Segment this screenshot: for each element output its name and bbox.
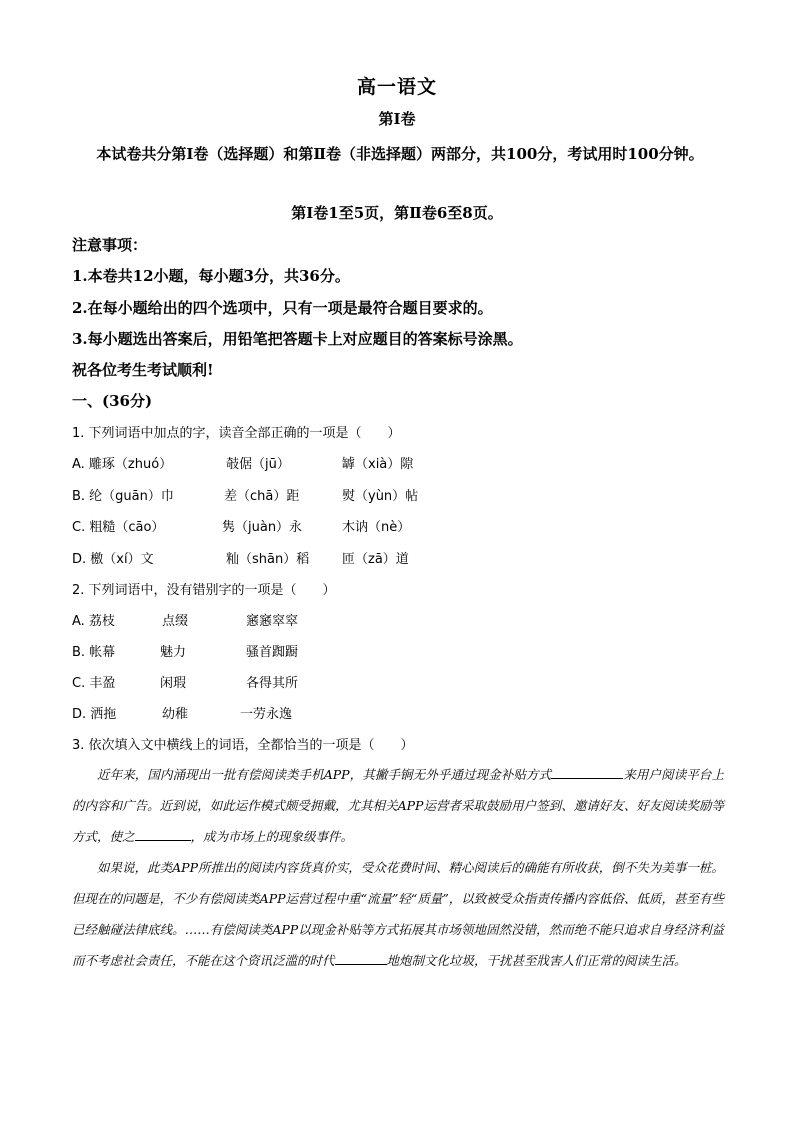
option-term: 匝（zā）道	[342, 552, 409, 567]
option-term: 点缀	[162, 614, 189, 629]
question-3-stem: 3. 依次填入文中横线上的词语，全都恰当的一项是（ ）	[72, 738, 414, 753]
option-term: A. 雕琢（zhuó）	[72, 457, 173, 472]
question-2-stem: 2. 下列词语中，没有错别字的一项是（ ）	[72, 583, 336, 598]
option-term: 窸窸窣窣	[246, 614, 299, 629]
option-term: 骚首踟蹰	[246, 645, 299, 660]
passage-text: 来用户阅读平台上的内容和广告。近到说，如此运作模式颇受拥戴，尤其相关APP运营者采取鼓励用户签到、邀请好友、好友阅读奖励等方式，使之	[72, 767, 724, 844]
option-term: 籼（shān）稻	[226, 552, 310, 567]
question-1-stem: 1. 下列词语中加点的字，读音全部正确的一项是（ ）	[72, 426, 401, 441]
passage-text: 地炮制文化垃圾，干扰甚至戕害人们正常的阅读生活。	[386, 953, 687, 968]
option-term: 罅（xià）隙	[342, 457, 414, 472]
option-term: 熨（yùn）帖	[342, 489, 419, 504]
option-term: B. 纶（guān）巾	[72, 489, 174, 504]
passage-paragraph	[72, 759, 724, 852]
page-range-note: 第Ⅰ卷1至5页，第Ⅱ卷6至8页。	[291, 204, 503, 222]
option-term: 差（chā）距	[224, 489, 300, 504]
page-title: 高一语文	[356, 76, 437, 98]
volume-heading: 第Ⅰ卷	[378, 110, 416, 128]
fill-blank-1[interactable]	[551, 766, 623, 779]
option-term: 攲倨（jū）	[226, 457, 290, 472]
question-3-passage	[72, 759, 724, 976]
option-term: 一劳永逸	[240, 707, 293, 722]
notes-item-1: 1.本卷共12小题，每小题3分，共36分。	[72, 267, 350, 285]
exam-intro: 本试卷共分第Ⅰ卷（选择题）和第Ⅱ卷（非选择题）两部分，共100分，考试用时100分钟。	[96, 145, 704, 163]
passage-text: 近年来，国内涌现出一批有偿阅读类手机APP，其撇手锏无外乎通过现金补贴方式	[97, 767, 552, 782]
option-term: A. 荔枝	[72, 614, 115, 629]
fill-blank-2[interactable]	[135, 828, 191, 841]
passage-text: ，成为市场上的现象级事件。	[190, 829, 354, 844]
option-term: 闲瑕	[160, 676, 187, 691]
option-term: 各得其所	[246, 676, 299, 691]
option-term: C. 丰盈	[72, 676, 116, 691]
option-term: 木讷（nè）	[342, 520, 411, 535]
notes-item-3: 3.每小题选出答案后，用铅笔把答题卡上对应题目的答案标号涂黑。	[72, 330, 523, 348]
option-term: B. 帐幕	[72, 645, 116, 660]
notes-heading: 注意事项：	[72, 236, 148, 254]
option-term: D. 洒拖	[72, 707, 117, 722]
section-heading: 一、(36分)	[72, 392, 153, 410]
option-term: D. 檄（xí）文	[72, 552, 154, 567]
passage-text: 如果说，此类APP所推出的阅读内容货真价实，受众花费时间、精心阅读后的确能有所收获，倒不失为美事一桩。但现在的问题是，不少有偿阅读类APP运营过程中重“流量”轻“质量”，以致被受众指责传播内容低俗、低质，甚至有些已经触碰法律底线。……有偿阅读类APP以现金补贴等方式拓展其市场领地固然没错，然而绝不能只追求自身经济利益而不考虑社会责任，不能在这个资讯泛滥的时代	[72, 860, 724, 968]
option-term: C. 粗糙（cāo）	[72, 520, 165, 535]
option-term: 幼稚	[162, 707, 189, 722]
notes-item-2: 2.在每小题给出的四个选项中，只有一项是最符合题目要求的。	[72, 299, 493, 317]
fill-blank-3[interactable]	[335, 952, 387, 965]
option-term: 魅力	[160, 645, 187, 660]
passage-paragraph	[72, 852, 724, 976]
option-term: 隽（juàn）永	[222, 520, 303, 535]
good-luck-note: 祝各位考生考试顺利!	[72, 361, 214, 379]
